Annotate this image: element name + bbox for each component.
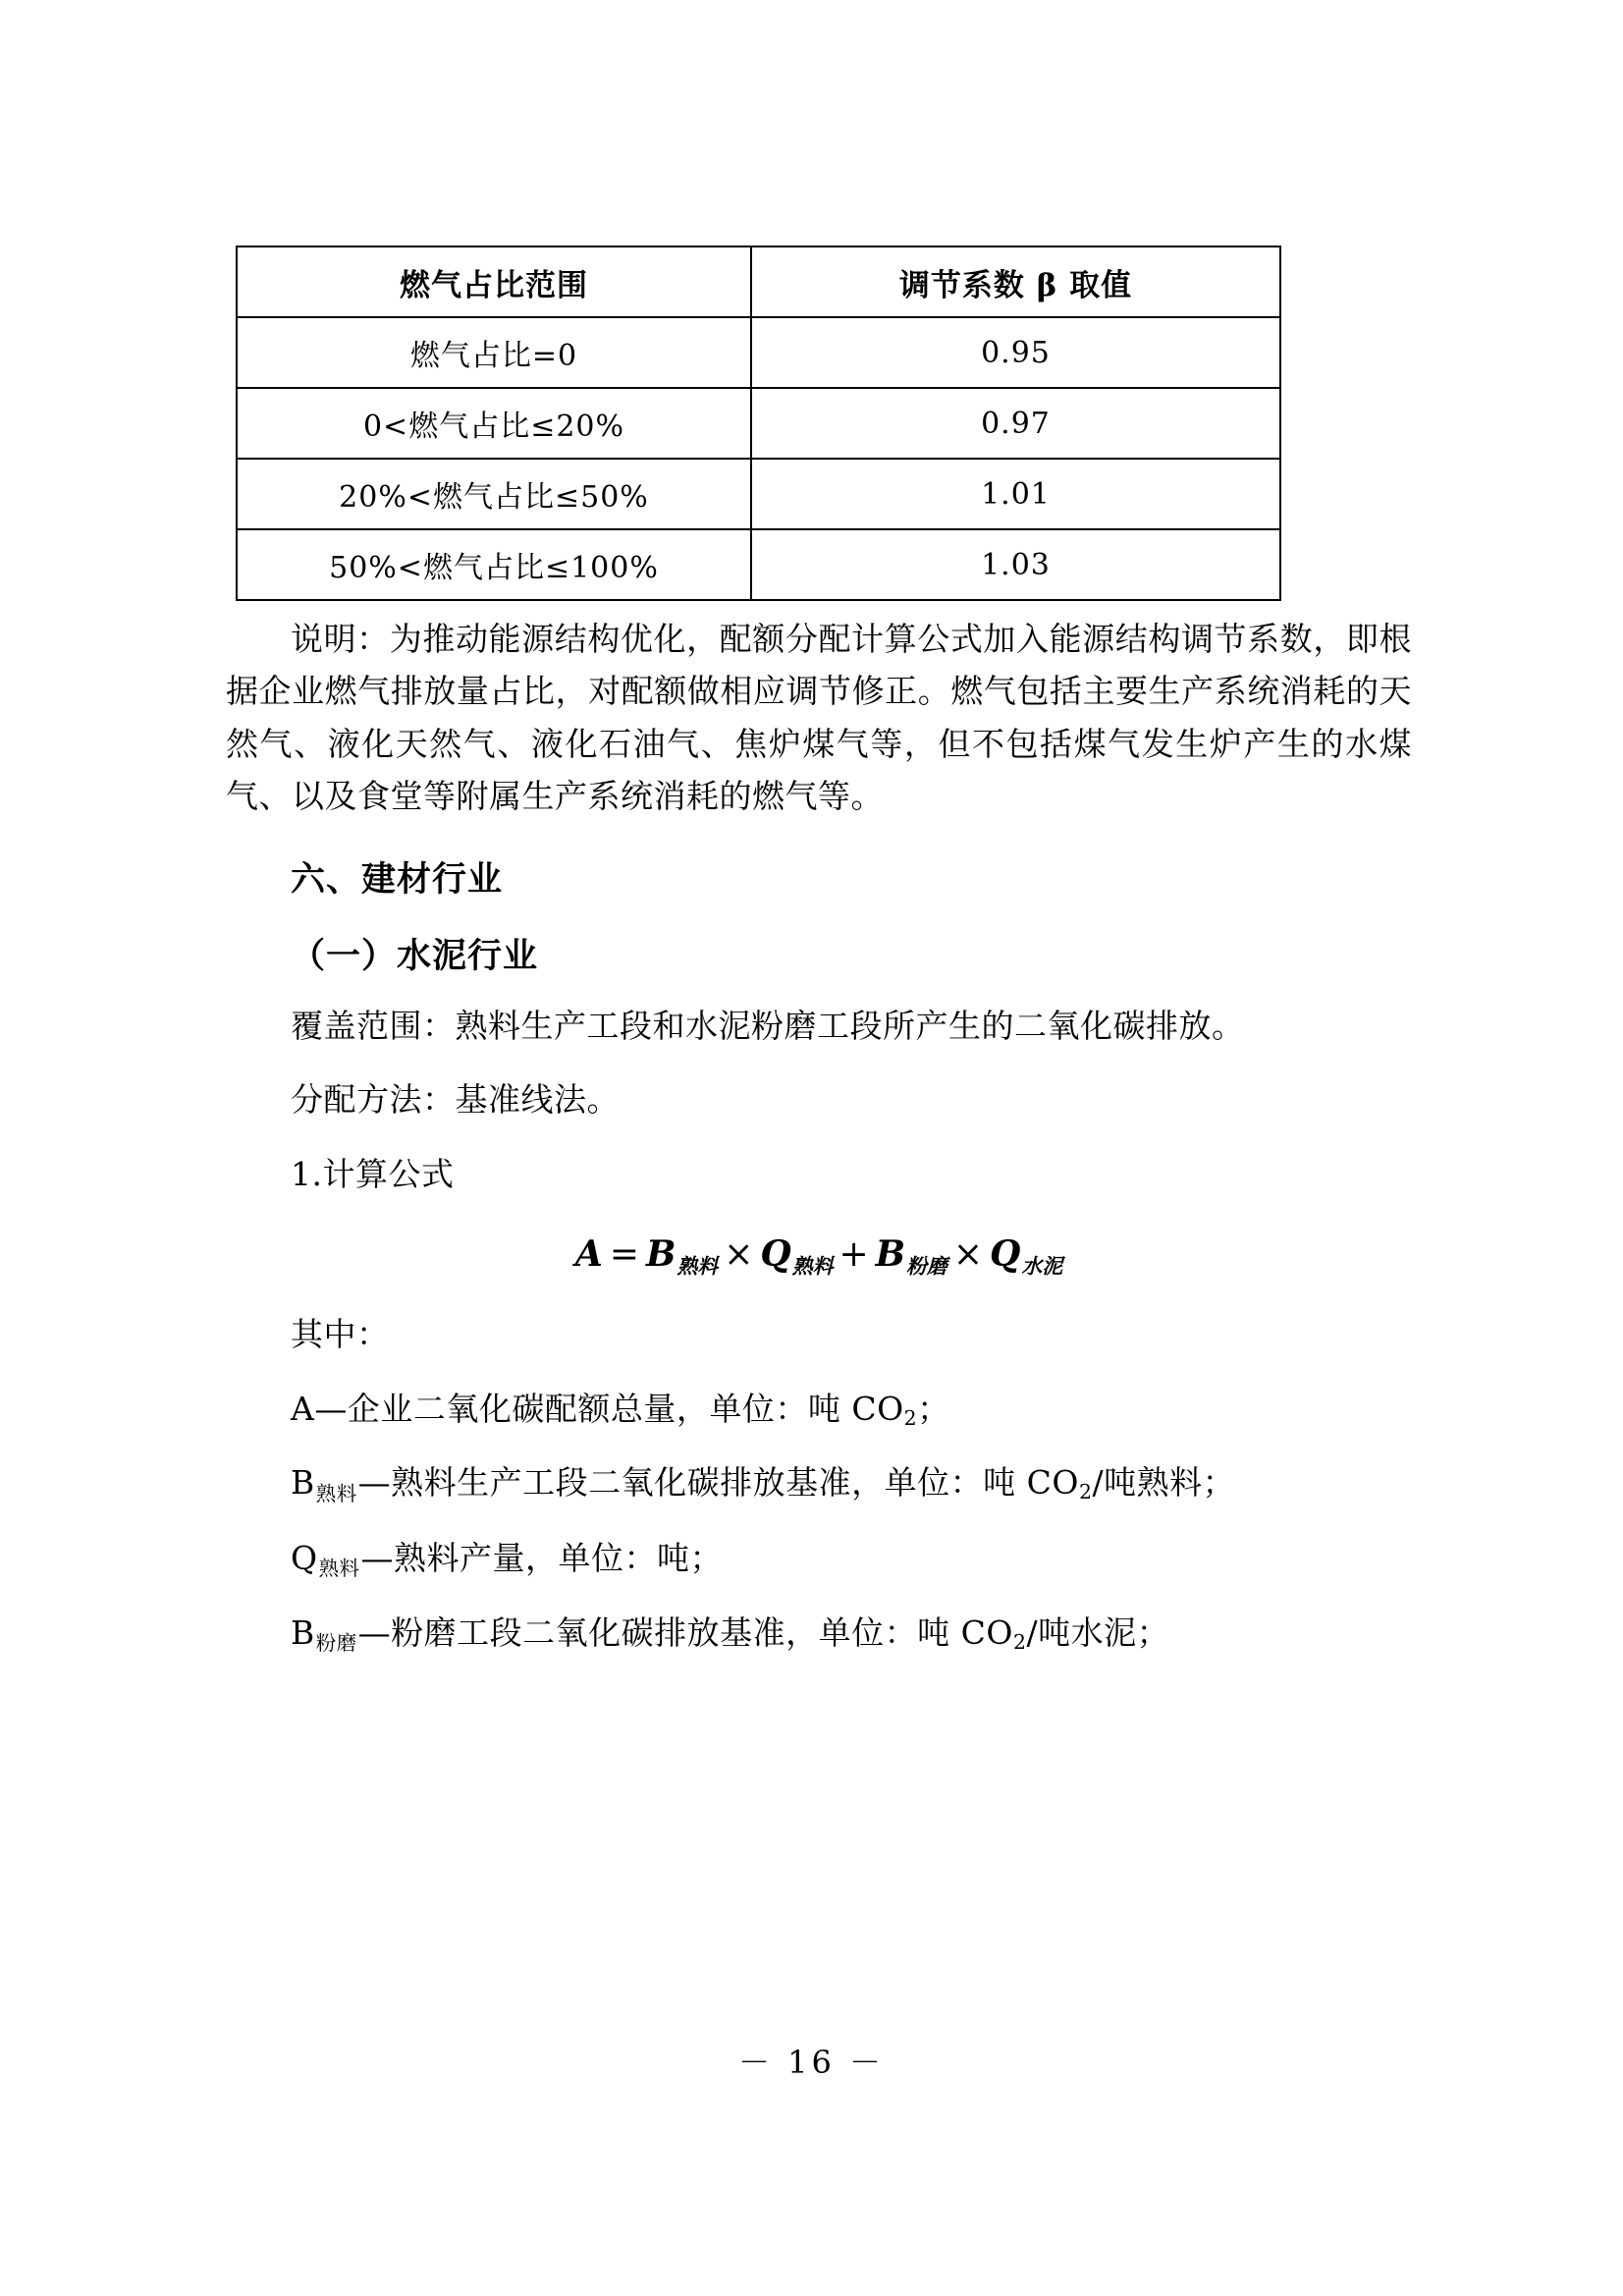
formula-term2-base: Q xyxy=(760,1233,792,1276)
definition-item xyxy=(226,1532,1412,1585)
table-cell-beta: 1.01 xyxy=(751,459,1280,529)
table-header-range: 燃气占比范围 xyxy=(237,246,751,317)
table-note-paragraph: 说明：为推动能源结构优化，配额分配计算公式加入能源结构调节系数，即根据企业燃气排放量占比，对配额做相应调节修正。燃气包括主要生产系统消耗的天然气、液化天然气、液化石油气、焦炉煤气等，但不包括煤气发生炉产生的水煤气、以及食堂等附属生产系统消耗的燃气等。 xyxy=(226,620,1412,816)
definition-symbol-subscript: 熟料 xyxy=(315,1481,357,1505)
table-cell-beta: 0.95 xyxy=(751,317,1280,388)
page-number: － 16 － xyxy=(737,2044,886,2081)
definition-tail: ； xyxy=(917,1389,950,1428)
scope-paragraph: 覆盖范围：熟料生产工段和水泥粉磨工段所产生的二氧化碳排放。 xyxy=(291,1006,1245,1045)
definition-item xyxy=(226,1456,1412,1509)
definition-dash: — xyxy=(357,1463,392,1503)
definition-dash: — xyxy=(360,1538,394,1577)
formula-term4-sub: 水泥 xyxy=(1021,1253,1063,1279)
formula-term3-sub: 粉磨 xyxy=(906,1253,947,1279)
table-row xyxy=(237,459,1280,529)
definition-symbol: B xyxy=(291,1463,315,1503)
subsection-heading-cement: （一）水泥行业 xyxy=(291,935,539,976)
definition-text: 企业二氧化碳配额总量，单位：吨 CO xyxy=(347,1389,904,1428)
table-row xyxy=(237,388,1280,459)
beta-coefficient-table xyxy=(236,246,1281,601)
formula-equals: = xyxy=(609,1234,640,1276)
formula-term1-sub: 熟料 xyxy=(676,1253,719,1279)
definition-subscript: 2 xyxy=(903,1406,918,1431)
definition-text: 粉磨工段二氧化碳排放基准，单位：吨 CO xyxy=(391,1613,1013,1652)
method-paragraph: 分配方法：基准线法。 xyxy=(291,1080,620,1120)
formula-plus: + xyxy=(839,1234,870,1276)
definition-text: 熟料产量，单位：吨； xyxy=(393,1538,723,1577)
definition-symbol-subscript: 粉磨 xyxy=(315,1631,357,1655)
table-header-row xyxy=(237,246,1280,317)
where-label: 其中： xyxy=(291,1315,390,1354)
table-cell-range: 燃气占比=0 xyxy=(237,317,751,388)
table-row xyxy=(237,317,1280,388)
definition-symbol: Q xyxy=(291,1538,318,1577)
definition-tail: /吨熟料； xyxy=(1092,1463,1236,1503)
formula-times1: × xyxy=(724,1234,755,1276)
formula-term1-base: B xyxy=(646,1233,677,1276)
definition-text: 熟料生产工段二氧化碳排放基准，单位：吨 CO xyxy=(391,1463,1079,1503)
table-cell-range: 20%<燃气占比≤50% xyxy=(237,459,751,529)
definition-dash: — xyxy=(357,1613,392,1652)
definition-symbol: B xyxy=(291,1613,315,1652)
definition-subscript: 2 xyxy=(1078,1480,1093,1504)
allocation-formula xyxy=(226,1233,1412,1279)
formula-lhs: A xyxy=(574,1233,604,1276)
formula-term4-base: Q xyxy=(990,1233,1022,1276)
table-row xyxy=(237,529,1280,600)
formula-term3-base: B xyxy=(875,1233,907,1276)
formula-title: 1.计算公式 xyxy=(291,1154,455,1193)
table-cell-beta: 1.03 xyxy=(751,529,1280,600)
table-cell-beta: 0.97 xyxy=(751,388,1280,459)
table-header-beta: 调节系数 β 取值 xyxy=(751,246,1280,317)
definition-item xyxy=(226,1383,1412,1435)
definition-tail: /吨水泥； xyxy=(1026,1613,1170,1652)
formula-term2-sub: 熟料 xyxy=(791,1253,834,1279)
definition-dash: — xyxy=(314,1389,348,1428)
definition-subscript: 2 xyxy=(1012,1629,1027,1654)
table-cell-range: 50%<燃气占比≤100% xyxy=(237,529,751,600)
definition-item xyxy=(226,1607,1412,1660)
definition-symbol-subscript: 熟料 xyxy=(318,1556,360,1580)
formula-times2: × xyxy=(952,1234,984,1276)
table-cell-range: 0<燃气占比≤20% xyxy=(237,388,751,459)
section-heading-building-materials: 六、建材行业 xyxy=(291,858,504,900)
definition-symbol: A xyxy=(291,1389,315,1428)
